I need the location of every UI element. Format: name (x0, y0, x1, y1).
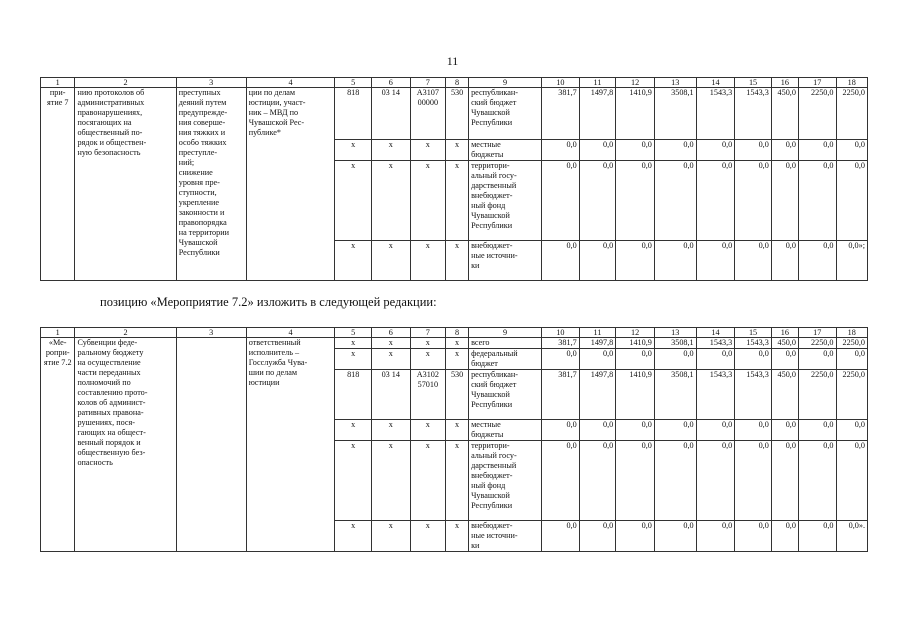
column-number: 11 (579, 78, 616, 88)
expense-type-cell: х (446, 241, 469, 281)
amount-cell: 0,0 (836, 349, 867, 370)
amount-cell: 0,0 (579, 521, 616, 552)
funding-source-cell: всего (469, 338, 542, 349)
amount-cell: 1543,3 (696, 338, 735, 349)
target-item-cell: х (410, 338, 446, 349)
amount-cell: 0,0 (696, 349, 735, 370)
amount-cell: 0,0»; (836, 241, 867, 281)
amount-cell: 381,7 (542, 338, 580, 349)
column-number: 15 (735, 328, 772, 338)
event-name-cell: при- ятие 7 (41, 88, 75, 281)
grbs-code-cell: х (335, 441, 372, 521)
target-item-cell: х (410, 441, 446, 521)
amount-cell: 0,0 (542, 420, 580, 441)
goal-cell (176, 338, 246, 552)
column-number: 17 (798, 328, 836, 338)
funding-source-cell: республикан- ский бюджет Чувашской Республики (469, 370, 542, 420)
amount-cell: 3508,1 (654, 370, 696, 420)
amount-cell: 0,0 (771, 140, 798, 161)
amount-cell: 1543,3 (696, 88, 735, 140)
column-number: 7 (410, 328, 446, 338)
amount-cell: 0,0 (654, 161, 696, 241)
amount-cell: 0,0 (654, 521, 696, 552)
amount-cell: 0,0 (798, 521, 836, 552)
table-row (41, 88, 868, 140)
grbs-code-cell: х (335, 338, 372, 349)
section-code-cell: х (371, 140, 410, 161)
event-description-cell: нию протоколов об административных правонарушениях, посягающих на общественный по- рядок и обществен- ную безопасность (75, 88, 176, 281)
target-item-cell: х (410, 420, 446, 441)
expense-type-cell: х (446, 140, 469, 161)
target-item-cell: х (410, 521, 446, 552)
amount-cell: 0,0 (616, 441, 655, 521)
column-number: 18 (836, 328, 867, 338)
grbs-code-cell: х (335, 349, 372, 370)
amount-cell: 2250,0 (798, 338, 836, 349)
amount-cell: 0,0 (735, 521, 772, 552)
column-number-row (41, 328, 868, 338)
amount-cell: 0,0 (798, 441, 836, 521)
amount-cell: 1410,9 (616, 338, 655, 349)
column-number: 6 (371, 78, 410, 88)
funding-source-cell: местные бюджеты (469, 140, 542, 161)
amount-cell: 3508,1 (654, 338, 696, 349)
amount-cell: 0,0 (836, 420, 867, 441)
amount-cell: 0,0 (616, 349, 655, 370)
expense-type-cell: х (446, 161, 469, 241)
event-description-cell: Субвенции феде- ральному бюджету на осуществление части переданных полномочий по составлению прото- колов об админист- ративных правона- рушениях, пося- гающих на общест- венный порядок и общественную без- опасность (75, 338, 176, 552)
funding-source-cell: федеральный бюджет (469, 349, 542, 370)
amount-cell: 3508,1 (654, 88, 696, 140)
amount-cell: 2250,0 (836, 338, 867, 349)
grbs-code-cell: х (335, 161, 372, 241)
column-number: 17 (798, 78, 836, 88)
column-number: 16 (771, 328, 798, 338)
column-number: 3 (176, 328, 246, 338)
amount-cell: 0,0 (616, 140, 655, 161)
column-number: 8 (446, 328, 469, 338)
amount-cell: 0,0 (579, 441, 616, 521)
budget-table-1 (40, 77, 868, 281)
amount-cell: 0,0 (798, 241, 836, 281)
column-number: 6 (371, 328, 410, 338)
amount-cell: 0,0 (579, 241, 616, 281)
amount-cell: 0,0 (771, 521, 798, 552)
amount-cell: 1543,3 (735, 370, 772, 420)
amount-cell: 0,0 (654, 441, 696, 521)
grbs-code-cell: 818 (335, 370, 372, 420)
amount-cell: 1497,8 (579, 370, 616, 420)
funding-source-cell: территори- альный госу- дарственный внебюджет- ный фонд Чувашской Республики (469, 161, 542, 241)
section-code-cell: х (371, 420, 410, 441)
amount-cell: 1543,3 (696, 370, 735, 420)
amount-cell: 0,0 (616, 241, 655, 281)
target-item-cell: А3107 00000 (410, 88, 446, 140)
amount-cell: 0,0». (836, 521, 867, 552)
amount-cell: 0,0 (798, 161, 836, 241)
amount-cell: 0,0 (798, 420, 836, 441)
amount-cell: 0,0 (616, 420, 655, 441)
expense-type-cell: х (446, 521, 469, 552)
expense-type-cell: 530 (446, 88, 469, 140)
column-number: 14 (696, 78, 735, 88)
target-item-cell: х (410, 241, 446, 281)
grbs-code-cell: х (335, 521, 372, 552)
amount-cell: 0,0 (654, 349, 696, 370)
expense-type-cell: х (446, 349, 469, 370)
column-number-row (41, 78, 868, 88)
amount-cell: 0,0 (542, 241, 580, 281)
section-code-cell: 03 14 (371, 88, 410, 140)
grbs-code-cell: х (335, 241, 372, 281)
amount-cell: 0,0 (836, 441, 867, 521)
column-number: 11 (579, 328, 616, 338)
amount-cell: 1410,9 (616, 370, 655, 420)
amount-cell: 450,0 (771, 88, 798, 140)
grbs-code-cell: х (335, 140, 372, 161)
column-number: 9 (469, 78, 542, 88)
amount-cell: 450,0 (771, 338, 798, 349)
column-number: 5 (335, 78, 372, 88)
amount-cell: 0,0 (771, 161, 798, 241)
amount-cell: 0,0 (542, 140, 580, 161)
amount-cell: 1543,3 (735, 338, 772, 349)
target-item-cell: х (410, 161, 446, 241)
column-number: 4 (246, 328, 335, 338)
column-number: 9 (469, 328, 542, 338)
executor-cell: ответственный исполнитель – Госслужба Чува- шии по делам юстиции (246, 338, 335, 552)
amount-cell: 0,0 (654, 420, 696, 441)
target-item-cell: х (410, 140, 446, 161)
section-code-cell: х (371, 521, 410, 552)
amount-cell: 0,0 (654, 140, 696, 161)
expense-type-cell: 530 (446, 370, 469, 420)
amount-cell: 0,0 (836, 161, 867, 241)
column-number: 12 (616, 328, 655, 338)
amount-cell: 0,0 (696, 420, 735, 441)
event-name-cell: «Ме- ропри- ятие 7.2 (41, 338, 75, 552)
amount-cell: 0,0 (542, 349, 580, 370)
amount-cell: 2250,0 (798, 88, 836, 140)
amount-cell: 0,0 (696, 161, 735, 241)
amount-cell: 0,0 (735, 441, 772, 521)
amount-cell: 1497,8 (579, 338, 616, 349)
amendment-phrase: позицию «Мероприятие 7.2» изложить в следующей редакции: (100, 295, 437, 309)
amount-cell: 0,0 (579, 140, 616, 161)
page-number: 11 (446, 54, 459, 68)
column-number: 15 (735, 78, 772, 88)
amount-cell: 0,0 (616, 521, 655, 552)
amount-cell: 0,0 (735, 241, 772, 281)
column-number: 18 (836, 78, 867, 88)
amount-cell: 0,0 (579, 420, 616, 441)
funding-source-cell: республикан- ский бюджет Чувашской Республики (469, 88, 542, 140)
amount-cell: 0,0 (542, 161, 580, 241)
column-number: 16 (771, 78, 798, 88)
amount-cell: 0,0 (836, 140, 867, 161)
column-number: 10 (542, 328, 580, 338)
amount-cell: 381,7 (542, 370, 580, 420)
amount-cell: 0,0 (579, 349, 616, 370)
column-number: 2 (75, 78, 176, 88)
amount-cell: 0,0 (654, 241, 696, 281)
column-number: 14 (696, 328, 735, 338)
grbs-code-cell: 818 (335, 88, 372, 140)
amount-cell: 2250,0 (836, 370, 867, 420)
column-number: 12 (616, 78, 655, 88)
column-number: 8 (446, 78, 469, 88)
amount-cell: 0,0 (735, 349, 772, 370)
column-number: 1 (41, 78, 75, 88)
amount-cell: 0,0 (798, 140, 836, 161)
section-code-cell: х (371, 338, 410, 349)
column-number: 2 (75, 328, 176, 338)
amount-cell: 0,0 (735, 420, 772, 441)
target-item-cell: х (410, 349, 446, 370)
funding-source-cell: территори- альный госу- дарственный внебюджет- ный фонд Чувашской Республики (469, 441, 542, 521)
column-number: 7 (410, 78, 446, 88)
column-number: 1 (41, 328, 75, 338)
section-code-cell: х (371, 161, 410, 241)
executor-cell: ции по делам юстиции, участ- ник – МВД по Чувашской Рес- публике* (246, 88, 335, 281)
column-number: 13 (654, 328, 696, 338)
amount-cell: 0,0 (542, 521, 580, 552)
amount-cell: 2250,0 (836, 88, 867, 140)
grbs-code-cell: х (335, 420, 372, 441)
expense-type-cell: х (446, 338, 469, 349)
column-number: 10 (542, 78, 580, 88)
funding-source-cell: внебюджет- ные источни- ки (469, 521, 542, 552)
section-code-cell: х (371, 241, 410, 281)
amount-cell: 0,0 (696, 241, 735, 281)
amount-cell: 0,0 (616, 161, 655, 241)
section-code-cell: х (371, 441, 410, 521)
amount-cell: 0,0 (696, 521, 735, 552)
expense-type-cell: х (446, 420, 469, 441)
amount-cell: 0,0 (735, 161, 772, 241)
amount-cell: 0,0 (696, 441, 735, 521)
amount-cell: 0,0 (771, 241, 798, 281)
amount-cell: 0,0 (735, 140, 772, 161)
table-row (41, 338, 868, 349)
amount-cell: 0,0 (771, 420, 798, 441)
goal-cell: преступных деяний путем предупрежде- ния соверше- ния тяжких и особо тяжких преступле- ний; снижение уровня пре- ступности, укрепление законности и правопорядка на территории Чувашской Республики (176, 88, 246, 281)
amount-cell: 1410,9 (616, 88, 655, 140)
column-number: 4 (246, 78, 335, 88)
funding-source-cell: местные бюджеты (469, 420, 542, 441)
column-number: 13 (654, 78, 696, 88)
budget-table-2 (40, 327, 868, 552)
funding-source-cell: внебюджет- ные источни- ки (469, 241, 542, 281)
amount-cell: 0,0 (771, 441, 798, 521)
section-code-cell: 03 14 (371, 370, 410, 420)
amount-cell: 0,0 (798, 349, 836, 370)
section-code-cell: х (371, 349, 410, 370)
amount-cell: 0,0 (696, 140, 735, 161)
amount-cell: 381,7 (542, 88, 580, 140)
column-number: 5 (335, 328, 372, 338)
amount-cell: 0,0 (579, 161, 616, 241)
amount-cell: 0,0 (771, 349, 798, 370)
amount-cell: 450,0 (771, 370, 798, 420)
amount-cell: 1543,3 (735, 88, 772, 140)
amount-cell: 1497,8 (579, 88, 616, 140)
amount-cell: 2250,0 (798, 370, 836, 420)
column-number: 3 (176, 78, 246, 88)
amount-cell: 0,0 (542, 441, 580, 521)
expense-type-cell: х (446, 441, 469, 521)
target-item-cell: А3102 57010 (410, 370, 446, 420)
